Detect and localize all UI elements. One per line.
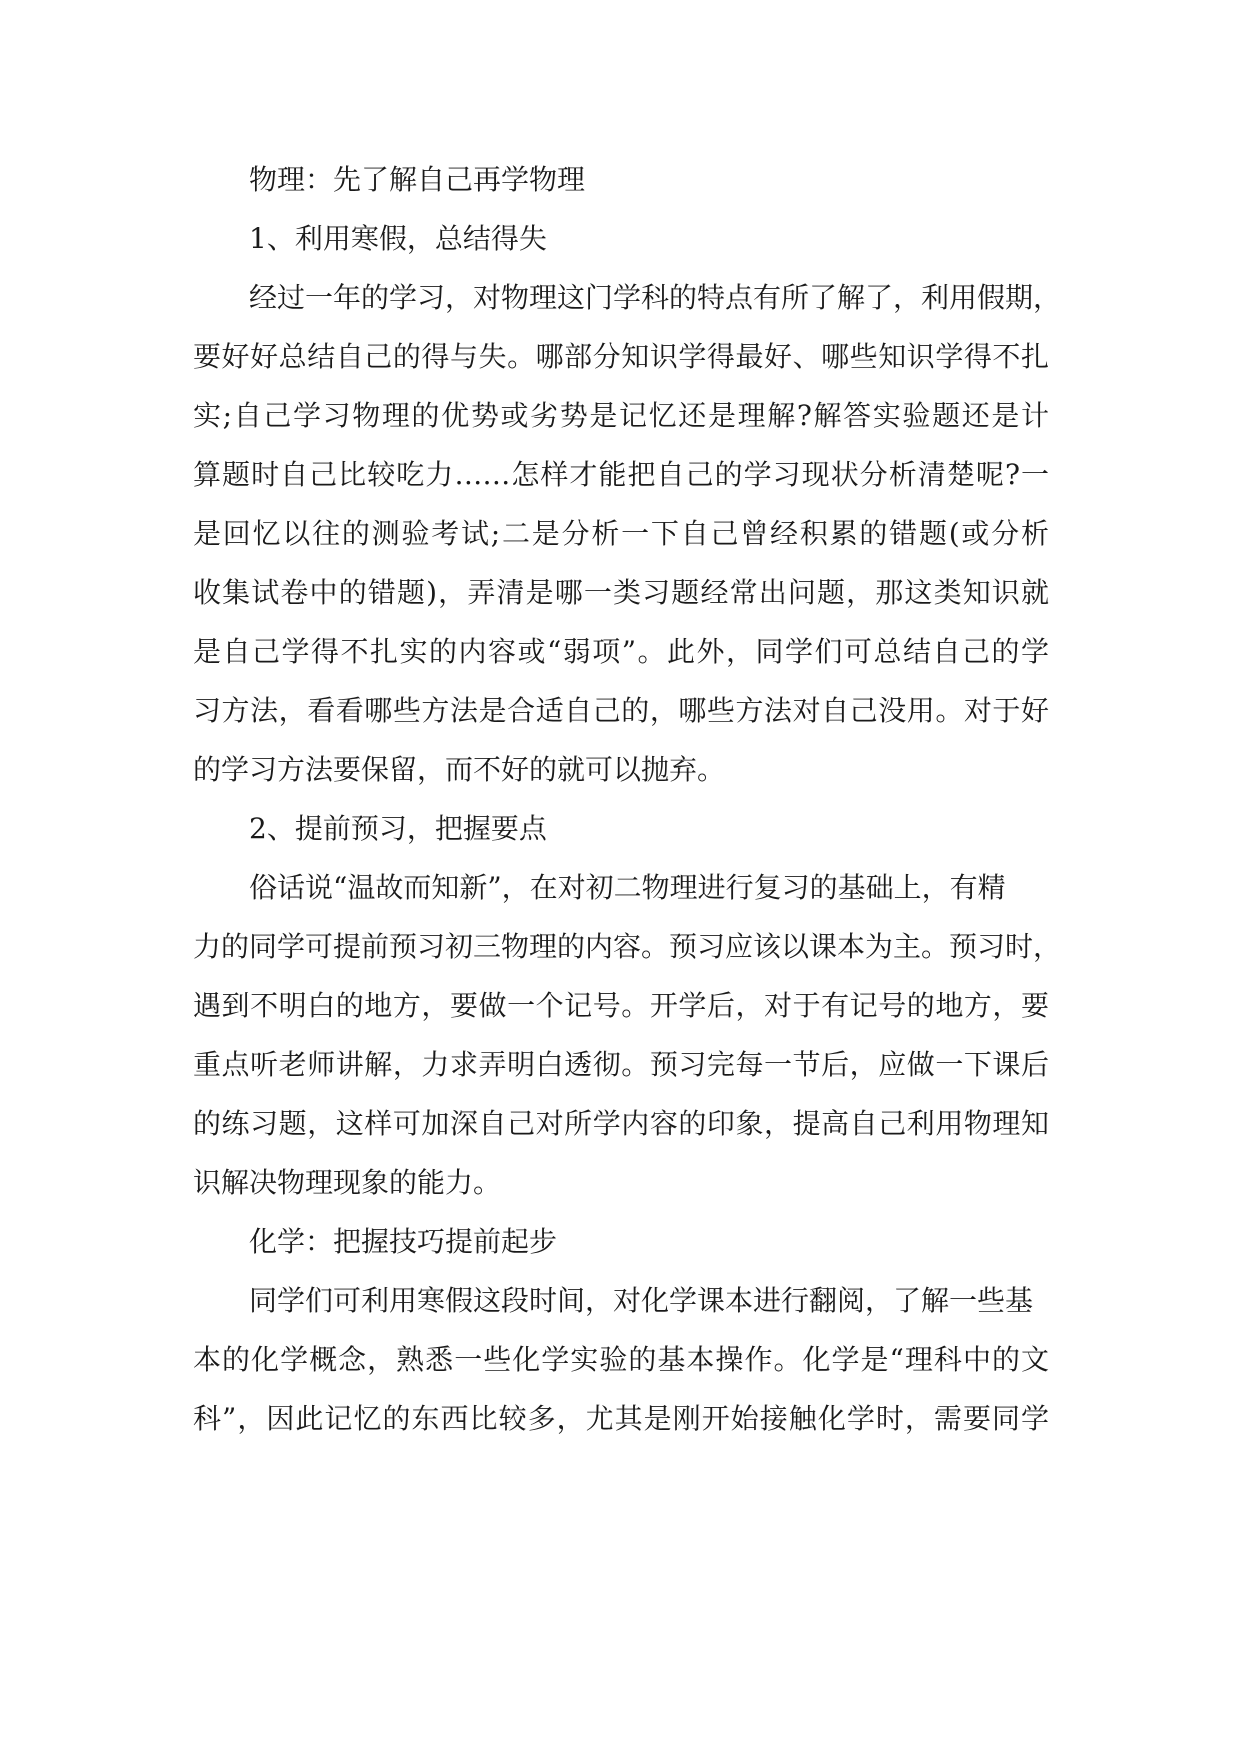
paragraph-line: 科”，因此记忆的东西比较多，尤其是刚开始接触化学时，需要同学 [193,1402,1049,1435]
paragraph-line: 经过一年的学习，对物理这门学科的特点有所了解了，利用假期， [249,281,1062,314]
paragraph-line: 习方法，看看哪些方法是合适自己的，哪些方法对自己没用。对于好 [193,694,1049,727]
paragraph-line: 同学们可利用寒假这段时间，对化学课本进行翻阅，了解一些基 [249,1284,1034,1317]
subheading-preview: 2、提前预习，把握要点 [249,812,547,845]
paragraph-line: 算题时自己比较吃力……怎样才能把自己的学习现状分析清楚呢?一 [193,458,1049,491]
document-page [193,150,1062,1448]
paragraph-line: 力的同学可提前预习初三物理的内容。预习应该以课本为主。预习时， [193,930,1062,963]
paragraph-line: 是回忆以往的测验考试;二是分析一下自己曾经积累的错题(或分析 [193,517,1049,550]
paragraph-line: 遇到不明白的地方，要做一个记号。开学后，对于有记号的地方，要 [193,989,1049,1022]
paragraph-line: 是自己学得不扎实的内容或“弱项”。此外，同学们可总结自己的学 [193,635,1049,668]
paragraph-line: 本的化学概念，熟悉一些化学实验的基本操作。化学是“理科中的文 [193,1343,1049,1376]
paragraph-line: 的练习题，这样可加深自己对所学内容的印象，提高自己利用物理知 [193,1107,1049,1140]
section-heading-physics: 物理：先了解自己再学物理 [249,163,586,196]
section-heading-chemistry: 化学：把握技巧提前起步 [249,1225,558,1258]
paragraph-line: 收集试卷中的错题)，弄清是哪一类习题经常出问题，那这类知识就 [193,576,1049,609]
paragraph-line: 要好好总结自己的得与失。哪部分知识学得最好、哪些知识学得不扎 [193,340,1049,373]
paragraph-line: 实;自己学习物理的优势或劣势是记忆还是理解?解答实验题还是计 [193,399,1049,432]
paragraph-line: 重点听老师讲解，力求弄明白透彻。预习完每一节后，应做一下课后 [193,1048,1049,1081]
paragraph-line: 的学习方法要保留，而不好的就可以抛弃。 [193,753,726,786]
subheading-summarize: 1、利用寒假，总结得失 [249,222,547,255]
paragraph-line: 识解决物理现象的能力。 [193,1166,502,1199]
paragraph-line: 俗话说“温故而知新”，在对初二物理进行复习的基础上，有精 [249,871,1006,904]
